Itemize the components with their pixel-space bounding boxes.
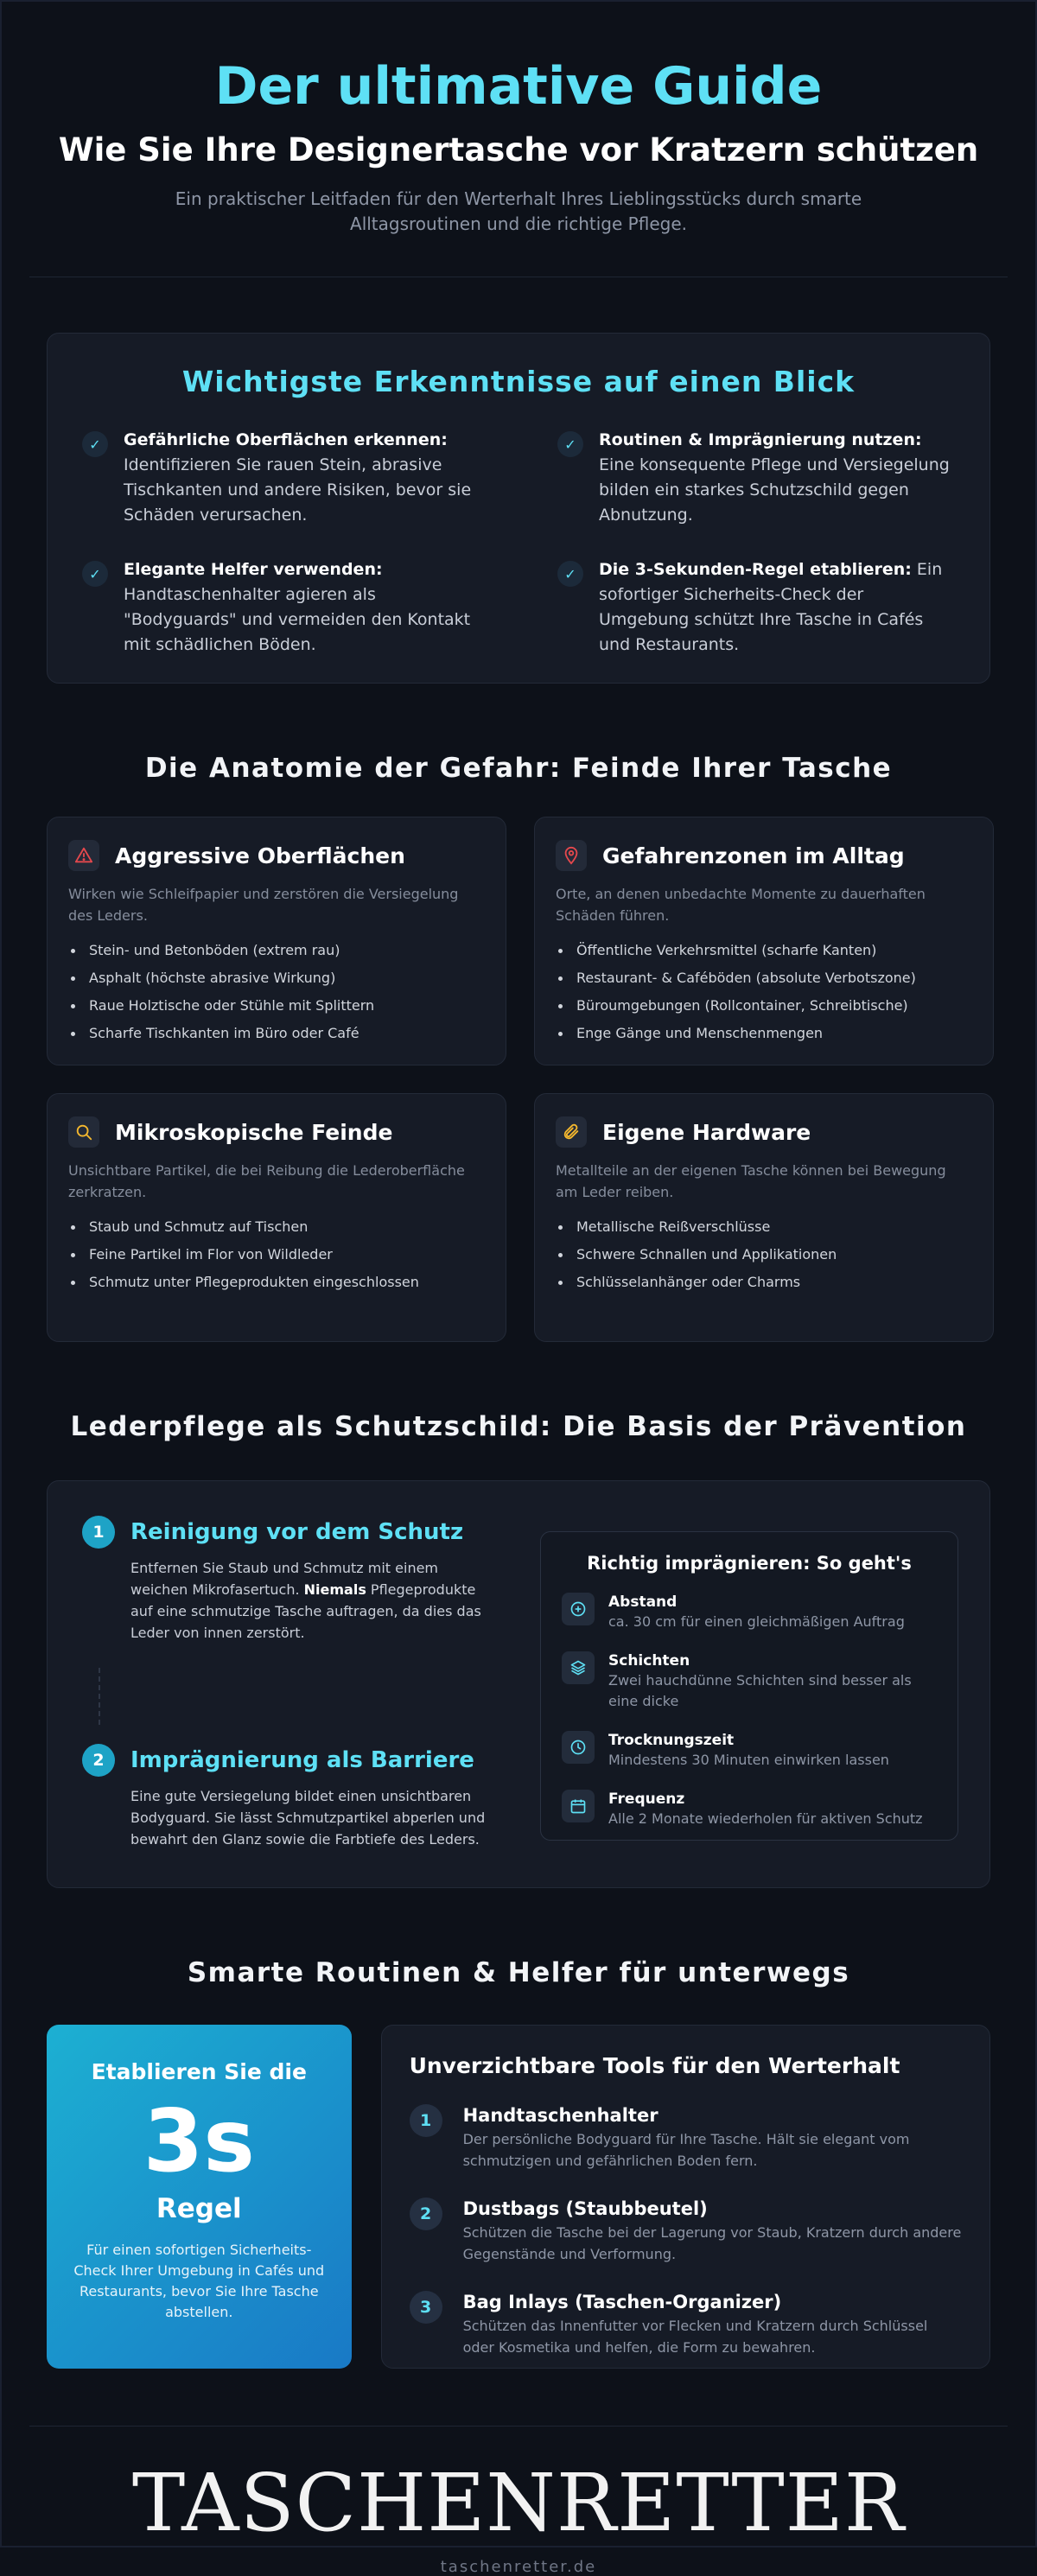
key-insights-title: Wichtigste Erkenntnisse auf einen Blick xyxy=(181,365,856,398)
danger-card-surfaces xyxy=(47,817,506,1065)
key-insights-card xyxy=(47,333,990,684)
list-item: Büroumgebungen (Rollcontainer, Schreibtische) xyxy=(556,992,972,1020)
list-item: Metallische Reißverschlüsse xyxy=(556,1213,972,1241)
list-item: Restaurant- & Caféböden (absolute Verbotszone) xyxy=(556,964,972,992)
list-item: Öffentliche Verkehrsmittel (scharfe Kanten) xyxy=(556,937,972,964)
danger-card-list xyxy=(556,937,972,1047)
page-description: Ein praktischer Leitfaden für den Werterhalt Ihres Lieblingsstücks durch smarte Alltagsroutinen und die richtige Pflege. xyxy=(175,188,862,234)
impregnation-guide xyxy=(540,1531,958,1841)
rule-text: Für einen sofortigen Sicherheits-Check Ihrer Umgebung in Cafés und Restaurants, bevor Sie Ihre Tasche abstellen. xyxy=(73,2242,325,2320)
key-insights-grid xyxy=(82,428,955,658)
key-insight-text: Handtaschenhalter agieren als "Bodyguards" und vermeiden den Kontakt mit schädlichen Böden. xyxy=(124,585,471,654)
clock-icon xyxy=(562,1731,595,1764)
guide-item xyxy=(562,1593,937,1632)
list-item: Stein- und Betonböden (extrem rau) xyxy=(68,937,485,964)
routines-title: Smarte Routinen & Helfer für unterwegs xyxy=(187,1957,850,1988)
tool-number: 3 xyxy=(410,2291,442,2324)
routines-section xyxy=(47,2025,990,2369)
tools-title: Unverzichtbare Tools für den Werterhalt xyxy=(409,2053,900,2078)
tool-name: Dustbags (Staubbeutel) xyxy=(462,2198,708,2219)
step-text: Entfernen Sie Staub und Schmutz mit einem weichen Mikrofasertuch. Niemals Pflegeprodukte auf eine schmutzige Tasche auftragen, da dies das Leder von innen zerstört. xyxy=(130,1560,481,1641)
guide-item-text: Zwei hauchdünne Schichten sind besser als eine dicke xyxy=(608,1672,912,1709)
key-insight-text: Ein sofortiger Sicherheits-Check der Umgebung schützt Ihre Tasche in Cafés und Restaurants. xyxy=(599,560,943,654)
check-icon: ✓ xyxy=(82,561,108,587)
guide-title: Richtig imprägnieren: So geht's xyxy=(587,1553,912,1574)
step-title: Reinigung vor dem Schutz xyxy=(130,1519,464,1545)
step-number: 2 xyxy=(82,1744,115,1777)
list-item: Schlüsselanhänger oder Charms xyxy=(556,1269,972,1296)
key-insight-bold: Gefährliche Oberflächen erkennen: xyxy=(124,430,448,449)
tool-item xyxy=(410,2198,962,2265)
layers-icon xyxy=(562,1651,595,1684)
step-title: Imprägnierung als Barriere xyxy=(130,1747,474,1773)
brand-logo: TASCHENRETTER xyxy=(131,2457,906,2549)
key-insight-bold: Die 3-Sekunden-Regel etablieren: xyxy=(599,560,912,579)
key-insight-item xyxy=(82,557,480,658)
calendar-icon xyxy=(562,1790,595,1822)
warning-triangle-icon xyxy=(68,840,99,871)
guide-item xyxy=(562,1731,937,1771)
map-pin-icon xyxy=(556,840,587,871)
rule-pre: Etablieren Sie die xyxy=(91,2059,307,2084)
key-insight-bold: Elegante Helfer verwenden: xyxy=(124,560,383,579)
rule-big: 3s xyxy=(143,2090,255,2191)
key-insight-item xyxy=(557,557,955,658)
list-item: Staub und Schmutz auf Tischen xyxy=(68,1213,485,1241)
footer xyxy=(2,2427,1035,2576)
care-card xyxy=(47,1480,990,1888)
tool-text: Schützen das Innenfutter vor Flecken und Kratzern durch Schlüssel oder Kosmetika und helfen, die Form zu bewahren. xyxy=(462,2318,928,2356)
danger-card-zones xyxy=(534,817,994,1065)
key-insight-item xyxy=(557,428,955,528)
anatomy-grid xyxy=(47,817,990,1342)
danger-card-description: Wirken wie Schleifpapier und zerstören die Versiegelung des Leders. xyxy=(68,886,459,924)
danger-card-description: Unsichtbare Partikel, die bei Reibung die Lederoberfläche zerkratzen. xyxy=(68,1162,465,1200)
danger-card-list xyxy=(556,1213,972,1296)
guide-item-label: Trocknungszeit xyxy=(608,1732,735,1749)
step-text: Eine gute Versiegelung bildet einen unsichtbaren Bodyguard. Sie lässt Schmutzpartikel abperlen und bewahrt den Glanz sowie die Farbtiefe des Leders. xyxy=(130,1788,486,1848)
tool-name: Handtaschenhalter xyxy=(462,2105,658,2126)
step-connector xyxy=(99,1668,100,1725)
step-number: 1 xyxy=(82,1516,115,1549)
three-second-rule-card xyxy=(47,2025,352,2369)
check-icon: ✓ xyxy=(557,561,583,587)
guide-item-text: Alle 2 Monate wiederholen für aktiven Schutz xyxy=(608,1810,923,1827)
list-item: Schwere Schnallen und Applikationen xyxy=(556,1241,972,1269)
key-insight-item xyxy=(82,428,480,528)
magnifier-icon xyxy=(68,1116,99,1148)
brand-domain: taschenretter.de xyxy=(440,2558,597,2576)
rule-post: Regel xyxy=(156,2193,242,2224)
key-insight-text: Eine konsequente Pflege und Versiegelung bilden ein starkes Schutzschild gegen Abnutzung. xyxy=(599,455,950,525)
tool-name: Bag Inlays (Taschen-Organizer) xyxy=(462,2292,782,2312)
hero xyxy=(2,2,1035,237)
list-item: Schmutz unter Pflegeprodukten eingeschlossen xyxy=(68,1269,485,1296)
danger-card-description: Metallteile an der eigenen Tasche können bei Bewegung am Leder reiben. xyxy=(556,1162,946,1200)
plus-circle-icon xyxy=(562,1593,595,1625)
tool-number: 2 xyxy=(410,2198,442,2230)
guide-item-text: Mindestens 30 Minuten einwirken lassen xyxy=(608,1752,889,1768)
guide-item xyxy=(562,1651,937,1712)
tool-number: 1 xyxy=(410,2104,442,2137)
danger-card-description: Orte, an denen unbedachte Momente zu dauerhaften Schäden führen. xyxy=(556,886,926,924)
paperclip-icon xyxy=(556,1116,587,1148)
care-step xyxy=(82,1744,488,1850)
care-step xyxy=(82,1516,488,1644)
check-icon: ✓ xyxy=(557,431,583,457)
key-insight-bold: Routinen & Imprägnierung nutzen: xyxy=(599,430,922,449)
page-title: Der ultimative Guide xyxy=(214,56,823,117)
guide-item-label: Frequenz xyxy=(608,1790,685,1808)
list-item: Scharfe Tischkanten im Büro oder Café xyxy=(68,1020,485,1047)
tool-text: Der persönliche Bodyguard für Ihre Tasche. Hält sie elegant vom schmutzigen und gefährlichen Boden fern. xyxy=(462,2131,910,2169)
guide-item xyxy=(562,1790,937,1829)
list-item: Raue Holztische oder Stühle mit Splittern xyxy=(68,992,485,1020)
tools-card xyxy=(381,2025,990,2369)
care-title: Lederpflege als Schutzschild: Die Basis der Prävention xyxy=(70,1411,967,1442)
danger-card-list xyxy=(68,937,485,1047)
danger-card-microscopic xyxy=(47,1093,506,1342)
danger-card-title: Mikroskopische Feinde xyxy=(115,1119,393,1145)
guide-item-label: Abstand xyxy=(608,1593,678,1611)
tool-text: Schützen die Tasche bei der Lagerung vor Staub, Kratzern durch andere Gegenstände und Verformung. xyxy=(462,2224,962,2262)
page-subtitle: Wie Sie Ihre Designertasche vor Kratzern schützen xyxy=(58,131,979,169)
list-item: Asphalt (höchste abrasive Wirkung) xyxy=(68,964,485,992)
danger-card-hardware xyxy=(534,1093,994,1342)
check-icon: ✓ xyxy=(82,431,108,457)
key-insight-text: Identifizieren Sie rauen Stein, abrasive Tischkanten und andere Risiken, bevor sie Schäden verursachen. xyxy=(124,455,472,525)
guide-item-label: Schichten xyxy=(608,1652,690,1670)
guide-item-text: ca. 30 cm für einen gleichmäßigen Auftrag xyxy=(608,1613,905,1630)
danger-card-title: Eigene Hardware xyxy=(602,1119,811,1145)
list-item: Feine Partikel im Flor von Wildleder xyxy=(68,1241,485,1269)
tool-item xyxy=(410,2291,962,2358)
danger-card-title: Gefahrenzonen im Alltag xyxy=(602,843,905,868)
tool-item xyxy=(410,2104,962,2172)
danger-card-list xyxy=(68,1213,485,1296)
list-item: Enge Gänge und Menschenmengen xyxy=(556,1020,972,1047)
danger-card-title: Aggressive Oberflächen xyxy=(115,843,405,868)
anatomy-title: Die Anatomie der Gefahr: Feinde Ihrer Tasche xyxy=(144,753,893,784)
